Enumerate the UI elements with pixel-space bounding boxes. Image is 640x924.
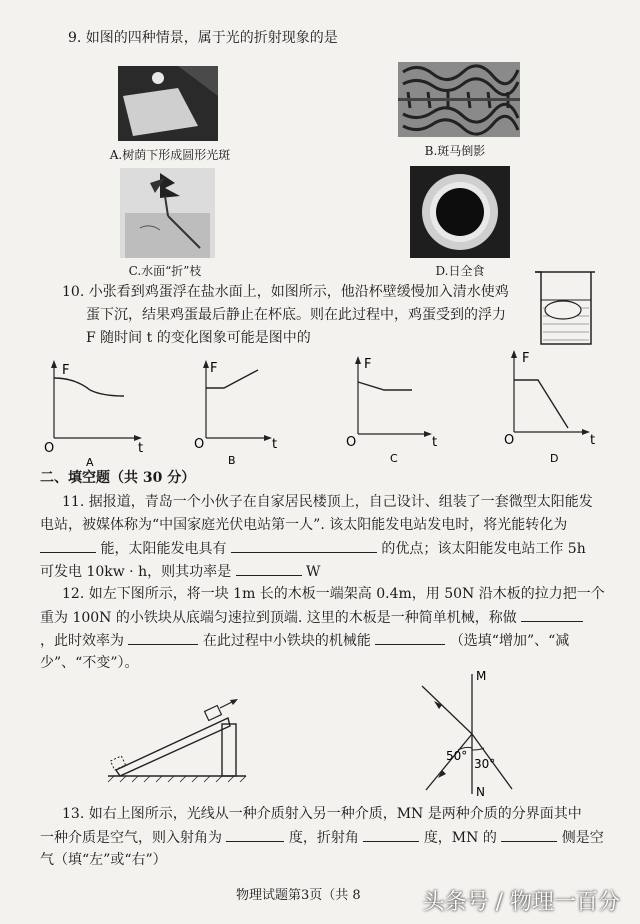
q13-line2: 一种介质是空气，则入射角为 度，折射角 度，MN 的 侧是空 (40, 827, 604, 848)
q12-line2: 重为 100N 的小铁块从底端匀速拉到顶端. 这里的木板是一种简单机械，称做 (40, 607, 583, 628)
photo-b-zebra-reflection (398, 62, 520, 137)
option-c-label: C.水面“折”枝 (128, 264, 202, 278)
q10-line3: F 随时间 t 的变化图象可能是图中的 (86, 330, 311, 346)
graph-d-caption: D (550, 452, 559, 465)
section2-title: 二、填空题（共 30 分） (40, 470, 196, 486)
q11-line2: 电站，被媒体称为“中国家庭光伏电站第一人”. 该太阳能发电站发电时，将光能转化为 (40, 517, 568, 533)
graph-c-caption: C (390, 452, 398, 464)
q13-blank-side[interactable] (501, 827, 557, 842)
graph-a-x-label: t (138, 441, 144, 456)
q12-line4: 少”、“不变”）。 (40, 655, 139, 671)
page-footer: 物理试题第3页（共 8 (236, 888, 361, 903)
graph-b (192, 358, 302, 468)
q12-blank-mech-energy[interactable] (375, 630, 445, 645)
q11-line3: 能，太阳能发电具有 的优点；该太阳能发电站工作 5h (40, 538, 586, 559)
q13-line3: 气（填“左”或“右”） (40, 852, 167, 868)
q11-line1: 11. 据报道，青岛一个小伙子在自家居民楼顶上，自己设计、组装了一套微型太阳能发 (62, 494, 593, 510)
graph-b-origin: O (194, 437, 205, 452)
graph-c-y-label: F (364, 357, 372, 372)
graph-a-y-label: F (62, 363, 70, 378)
graph-a-origin: O (44, 441, 55, 456)
option-a-label: A.树荫下形成圆形光斑 (109, 148, 231, 162)
graph-c (344, 354, 454, 464)
graph-d (500, 348, 610, 466)
graph-b-y-label: F (210, 361, 218, 376)
refraction-label-n: N (476, 785, 485, 799)
refraction-angle-50: 50° (446, 749, 468, 763)
graph-d-origin: O (504, 433, 515, 448)
q12-blank-efficiency[interactable] (128, 630, 198, 645)
q11-blank-advantage[interactable] (231, 538, 377, 553)
q12-line1: 12. 如左下图所示，将一块 1m 长的木板一端架高 0.4m，用 50N 沿木板的拉力把一个 (62, 586, 605, 602)
photo-a-tree-shade (118, 66, 218, 141)
q10-line2: 蛋下沉，结果鸡蛋最后静止在杯底。则在此过程中，鸡蛋受到的浮力 (86, 307, 506, 323)
graph-c-x-label: t (432, 435, 438, 450)
photo-c-bent-branch (120, 168, 215, 258)
graph-a (40, 358, 150, 468)
watermark: 头条号 / 物理一百分 (422, 890, 620, 915)
refraction-diagram (412, 664, 522, 804)
graph-a-caption: A (86, 456, 94, 468)
q13-blank-incidence[interactable] (226, 827, 284, 842)
graph-c-origin: O (346, 435, 357, 450)
q11-blank-power[interactable] (236, 561, 302, 576)
q12-line3: ，此时效率为 在此过程中小铁块的机械能 （选填“增加”、“减 (40, 630, 569, 651)
option-d-label: D.日全食 (435, 264, 485, 278)
graph-b-caption: B (228, 454, 236, 467)
q12-blank-machine[interactable] (521, 607, 583, 622)
q11-line4: 可发电 10kw · h，则其功率是 W (40, 561, 320, 582)
refraction-angle-30: 30° (474, 757, 496, 771)
q11-blank-energy[interactable] (40, 538, 96, 553)
beaker-egg-diagram (533, 270, 597, 346)
graph-d-x-label: t (590, 433, 596, 448)
refraction-label-m: M (476, 669, 487, 683)
incline-diagram (104, 696, 254, 786)
q9-stem: 9. 如图的四种情景，属于光的折射现象的是 (68, 30, 338, 46)
option-b-label: B.斑马倒影 (424, 144, 486, 158)
graph-d-y-label: F (522, 351, 530, 366)
q10-line1: 10. 小张看到鸡蛋浮在盐水面上，如图所示，他沿杯壁缓慢加入清水使鸡 (62, 284, 509, 300)
photo-d-solar-eclipse (410, 166, 510, 258)
graph-b-x-label: t (272, 437, 278, 452)
q13-line1: 13. 如右上图所示，光线从一种介质射入另一种介质，MN 是两种介质的分界面其中 (62, 806, 582, 822)
q13-blank-refraction[interactable] (363, 827, 419, 842)
